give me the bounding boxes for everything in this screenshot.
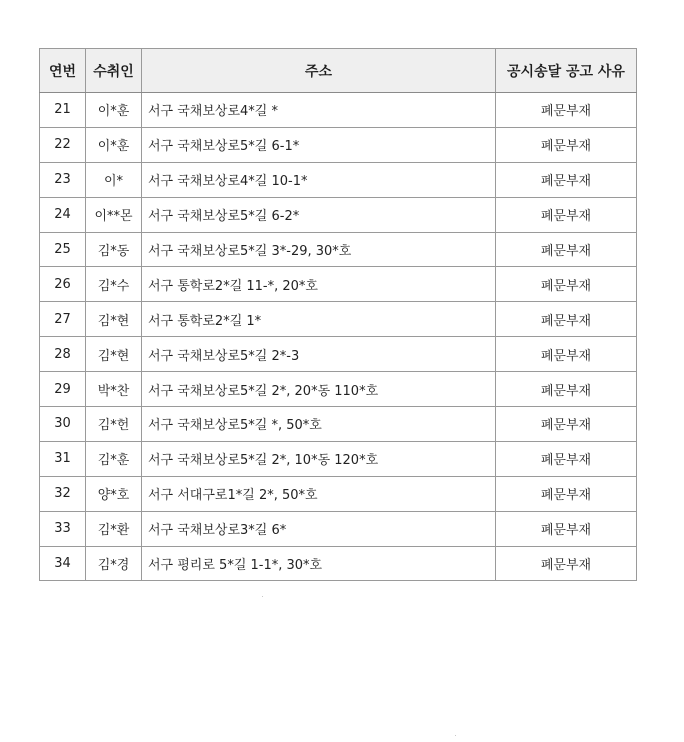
table-row [40, 511, 637, 546]
row-reason: 폐문부재 [496, 441, 637, 476]
row-number: 34 [40, 546, 86, 581]
row-recipient: 양*호 [86, 476, 142, 511]
row-reason: 폐문부재 [496, 407, 637, 442]
row-number: 21 [40, 93, 86, 128]
table-row [40, 197, 637, 232]
table-row [40, 476, 637, 511]
row-address: 서구 통학로2*길 1* [142, 302, 496, 337]
scan-speck [455, 735, 456, 736]
header-reason: 공시송달 공고 사유 [496, 49, 637, 93]
row-recipient: 이*훈 [86, 127, 142, 162]
row-address: 서구 국채보상로4*길 * [142, 93, 496, 128]
table-row [40, 267, 637, 302]
row-reason: 폐문부재 [496, 127, 637, 162]
row-address: 서구 평리로 5*길 1-1*, 30*호 [142, 546, 496, 581]
table-row [40, 407, 637, 442]
row-reason: 폐문부재 [496, 476, 637, 511]
row-recipient: 김*현 [86, 337, 142, 372]
scan-speck [262, 596, 263, 597]
row-recipient: 김*현 [86, 302, 142, 337]
row-recipient: 이* [86, 162, 142, 197]
row-number: 32 [40, 476, 86, 511]
row-address: 서구 서대구로1*길 2*, 50*호 [142, 476, 496, 511]
row-recipient: 김*경 [86, 546, 142, 581]
row-number: 22 [40, 127, 86, 162]
row-reason: 폐문부재 [496, 372, 637, 407]
table-row [40, 372, 637, 407]
row-reason: 폐문부재 [496, 197, 637, 232]
notice-table [39, 48, 637, 581]
row-number: 28 [40, 337, 86, 372]
row-number: 33 [40, 511, 86, 546]
table-row [40, 162, 637, 197]
header-recipient: 수취인 [86, 49, 142, 93]
row-recipient: 김*수 [86, 267, 142, 302]
row-reason: 폐문부재 [496, 337, 637, 372]
header-row [40, 49, 637, 93]
row-number: 26 [40, 267, 86, 302]
row-number: 27 [40, 302, 86, 337]
row-address: 서구 통학로2*길 11-*, 20*호 [142, 267, 496, 302]
row-reason: 폐문부재 [496, 93, 637, 128]
table-row [40, 127, 637, 162]
row-address: 서구 국채보상로5*길 2*-3 [142, 337, 496, 372]
row-reason: 폐문부재 [496, 162, 637, 197]
table-row [40, 232, 637, 267]
table-row [40, 93, 637, 128]
table-header [40, 49, 637, 93]
row-address: 서구 국채보상로5*길 3*-29, 30*호 [142, 232, 496, 267]
header-number: 연번 [40, 49, 86, 93]
row-address: 서구 국채보상로4*길 10-1* [142, 162, 496, 197]
table-row [40, 337, 637, 372]
row-reason: 폐문부재 [496, 546, 637, 581]
row-recipient: 박*찬 [86, 372, 142, 407]
row-recipient: 이**몬 [86, 197, 142, 232]
row-number: 29 [40, 372, 86, 407]
row-number: 30 [40, 407, 86, 442]
table-body [40, 93, 637, 581]
row-address: 서구 국채보상로5*길 6-1* [142, 127, 496, 162]
row-number: 31 [40, 441, 86, 476]
row-recipient: 김*동 [86, 232, 142, 267]
row-reason: 폐문부재 [496, 267, 637, 302]
row-reason: 폐문부재 [496, 511, 637, 546]
table-row [40, 546, 637, 581]
row-address: 서구 국채보상로5*길 6-2* [142, 197, 496, 232]
table-row [40, 441, 637, 476]
table-row [40, 302, 637, 337]
row-reason: 폐문부재 [496, 302, 637, 337]
row-reason: 폐문부재 [496, 232, 637, 267]
row-address: 서구 국채보상로5*길 2*, 20*동 110*호 [142, 372, 496, 407]
row-address: 서구 국채보상로5*길 2*, 10*동 120*호 [142, 441, 496, 476]
header-address: 주소 [142, 49, 496, 93]
row-recipient: 김*환 [86, 511, 142, 546]
row-address: 서구 국채보상로5*길 *, 50*호 [142, 407, 496, 442]
row-recipient: 이*훈 [86, 93, 142, 128]
row-recipient: 김*훈 [86, 441, 142, 476]
row-number: 23 [40, 162, 86, 197]
row-number: 25 [40, 232, 86, 267]
row-address: 서구 국채보상로3*길 6* [142, 511, 496, 546]
row-number: 24 [40, 197, 86, 232]
row-recipient: 김*헌 [86, 407, 142, 442]
